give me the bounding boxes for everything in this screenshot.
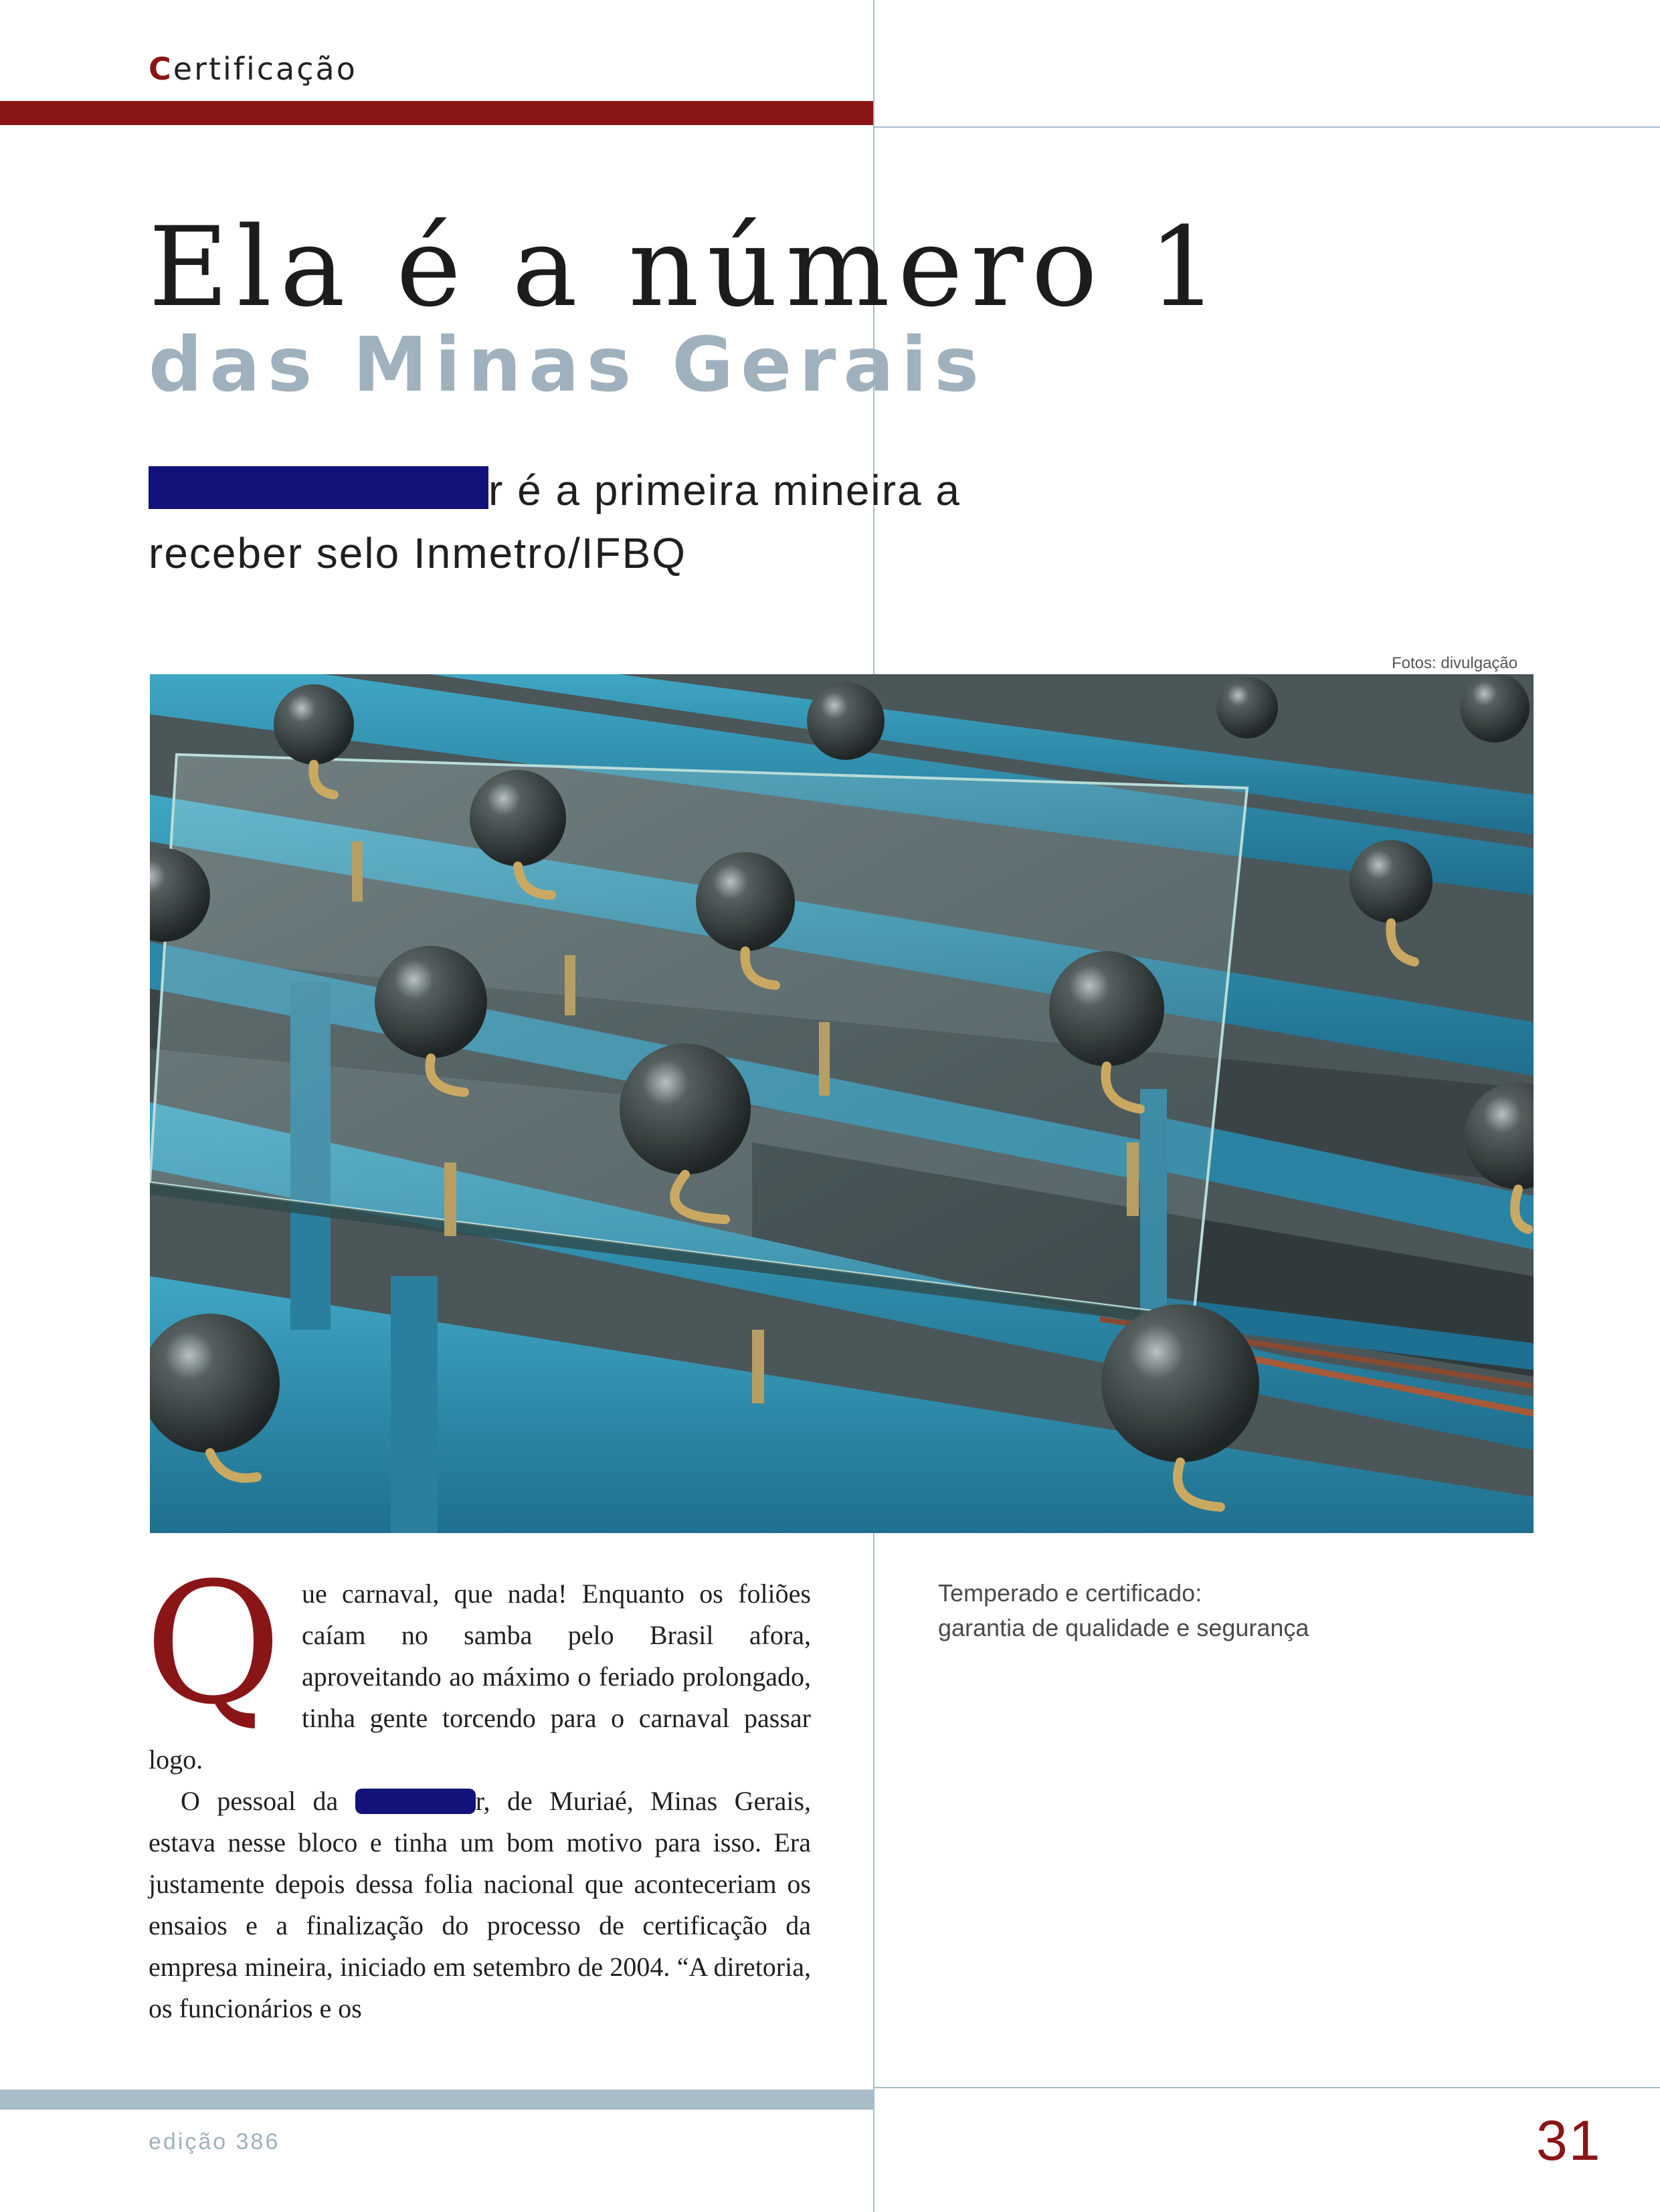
- header-rule: [874, 126, 1660, 128]
- section-label-rest: ertificação: [173, 51, 357, 87]
- paragraph-2-text: r, de Muriaé, Minas Gerais, estava nesse bloco e tinha um bom motivo para isso. Era justamente depois dessa folia nacional que aconteceriam os ensaios e a finalização do processo de certificação da empresa mineira, iniciado em setembro de 2004. “A diretoria, os funcionários e os: [149, 1786, 812, 2023]
- tempering-rack-illustration: [150, 674, 1534, 1533]
- caption-line-1: Temperado e certificado:: [938, 1579, 1202, 1607]
- deck: [149, 459, 1152, 585]
- article-photo: [150, 674, 1534, 1533]
- headline: Ela é a número 1: [149, 203, 1226, 331]
- article-body: [145, 1546, 812, 2029]
- deck-line-2: receber selo Inmetro/IFBQ: [149, 529, 687, 577]
- footer-bar: [0, 2090, 874, 2110]
- paragraph-1-text: ue carnaval, que nada! Enquanto os foliões caíam no samba pelo Brasil afora, aproveitando ao máximo o feriado prolongado, tinha gente torcendo para o carnaval passar logo.: [149, 1579, 811, 1775]
- photo-caption: [938, 1576, 1309, 1645]
- deck-line-1: [149, 459, 1152, 522]
- redaction-block: [149, 466, 488, 509]
- redaction-block: [355, 1789, 476, 1814]
- deck-line-1-text: r é a primeira mineira a: [488, 466, 961, 514]
- page-number: 31: [1536, 2109, 1602, 2172]
- drop-cap: Q: [145, 1546, 282, 1741]
- footer-rule: [874, 2087, 1660, 2088]
- header-bar: [0, 101, 874, 125]
- paragraph-2-start: O pessoal da: [181, 1786, 339, 1816]
- article-paragraph-1: [145, 1546, 811, 1781]
- subheadline: das Minas Gerais: [149, 322, 986, 409]
- section-label-initial: C: [149, 51, 173, 87]
- article-paragraph-2: [149, 1781, 811, 2029]
- edition-label: edição 386: [149, 2129, 280, 2154]
- section-label: [149, 51, 357, 87]
- caption-line-2: garantia de qualidade e segurança: [938, 1614, 1309, 1641]
- photo-credit: Fotos: divulgação: [1392, 654, 1518, 672]
